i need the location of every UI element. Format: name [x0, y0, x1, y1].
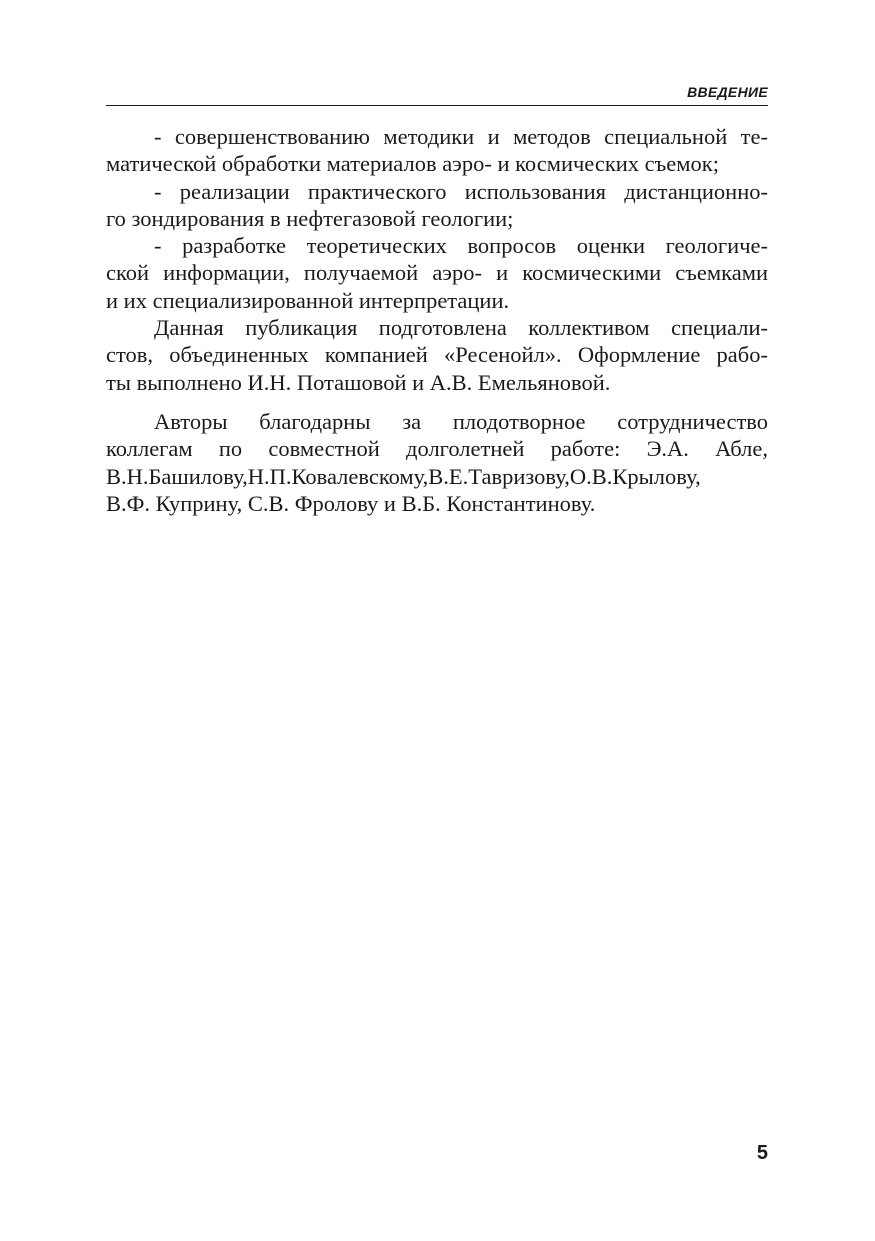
text-line: В.Ф. Куприну, С.В. Фролову и В.Б. Константинову.: [106, 490, 596, 516]
paragraph-methodology: [106, 123, 768, 178]
text-line: матической обработки материалов аэро- и космических съемок;: [106, 151, 719, 177]
paragraph-publication: [106, 314, 768, 396]
page-body: [106, 123, 768, 517]
section-title: ВВЕДЕНИЕ: [687, 84, 768, 100]
text-line: - совершенствованию методики и методов специальной те-: [154, 124, 768, 149]
text-line: Данная публикация подготовлена коллективом специали-: [154, 315, 768, 341]
text-line: - разработке теоретических вопросов оценки геологиче-: [154, 233, 768, 259]
text-line: го зондирования в нефтегазовой геологии;: [106, 205, 514, 231]
text-line: ты выполнено И.Н. Поташовой и А.В. Емельяновой.: [106, 369, 611, 395]
paragraph-acknowledgements: [106, 408, 768, 517]
text-line: - реализации практического использования дистанционно-: [154, 178, 768, 204]
text-line: ской информации, получаемой аэро- и космическими съемками: [106, 260, 768, 286]
text-line: В.Н.Башилову,Н.П.Ковалевскому,В.Е.Тавризову,О.В.Крылову,: [106, 463, 701, 489]
running-header: [106, 83, 768, 106]
paragraph-spacer: [106, 396, 768, 408]
text-line: коллегам по совместной долголетней работе: Э.А. Абле,: [106, 436, 768, 462]
paragraph-theory: [106, 232, 768, 314]
paragraph-remote-sensing: [106, 178, 768, 233]
text-line: Авторы благодарны за плодотворное сотрудничество: [154, 408, 768, 434]
page-number: 5: [756, 1142, 768, 1164]
text-line: и их специализированной интерпретации.: [106, 287, 510, 313]
text-line: стов, объединенных компанией «Ресенойл». Оформление рабо-: [106, 342, 768, 368]
